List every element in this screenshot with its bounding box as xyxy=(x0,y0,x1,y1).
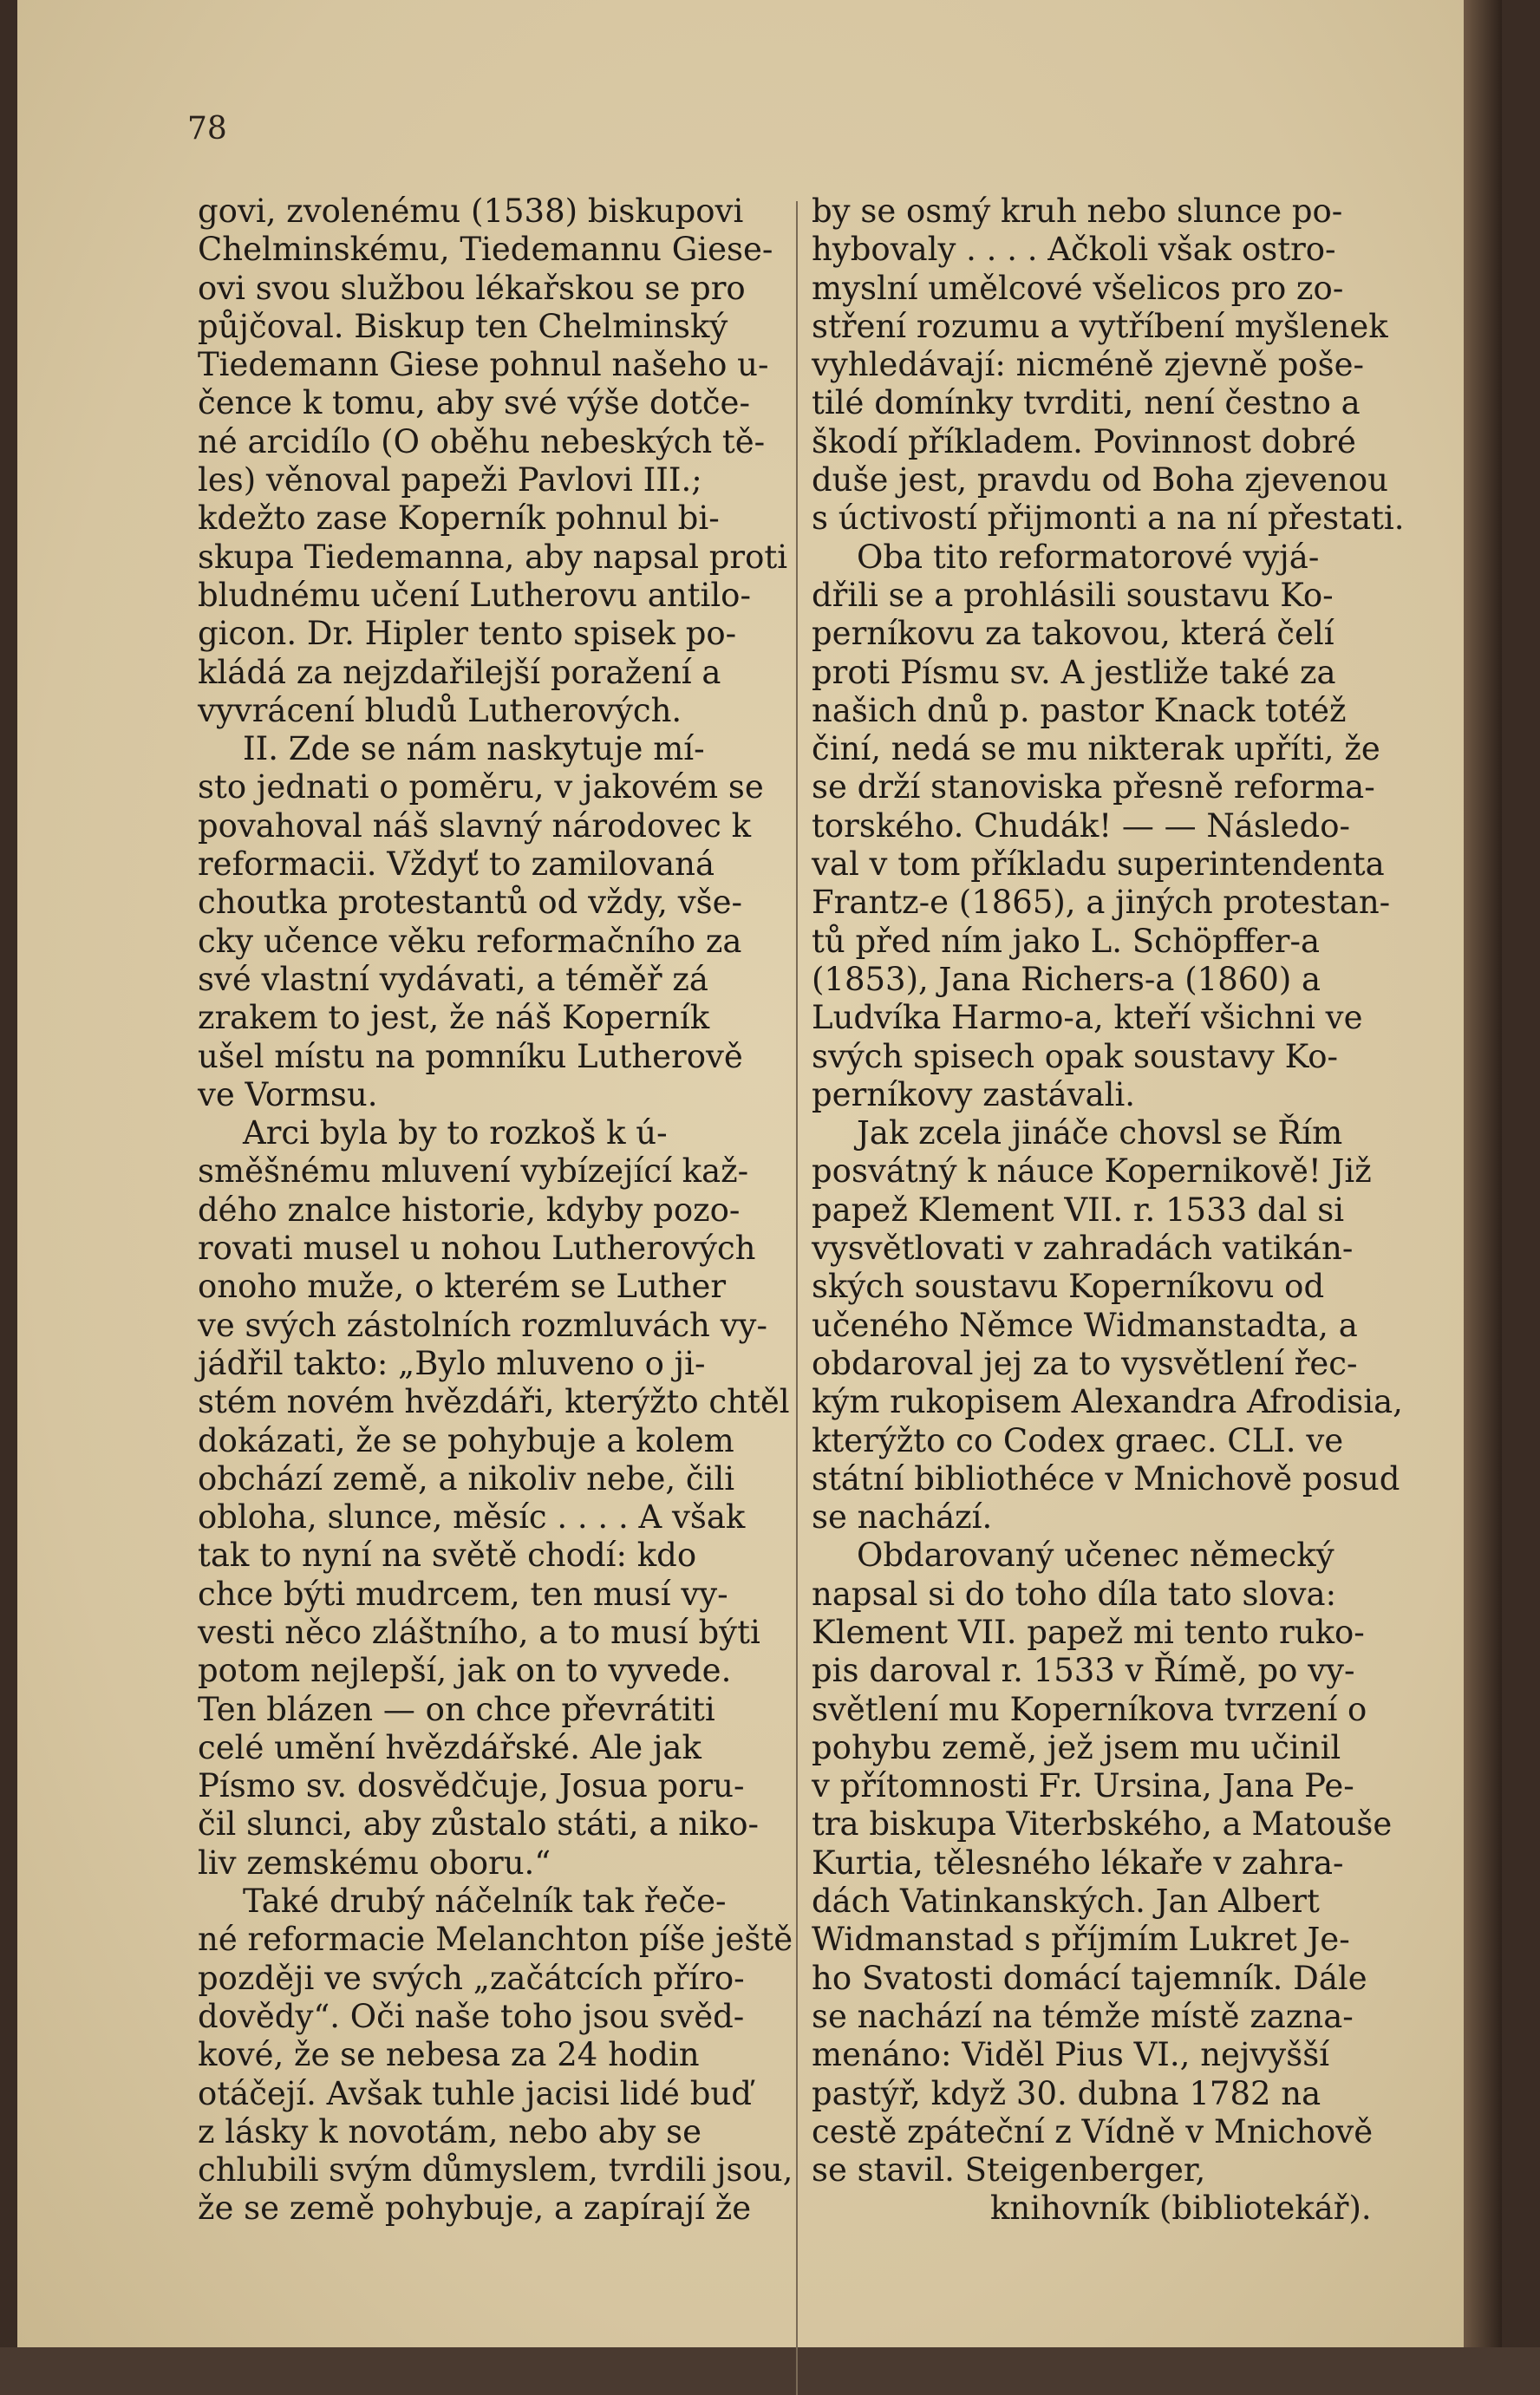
text-line: stření rozumu a vytříbení myšlenek xyxy=(812,307,1388,345)
text-line: půjčoval. Biskup ten Chelminský xyxy=(198,307,728,345)
left-text-column xyxy=(198,193,793,2229)
text-line: choutka protestantů od vždy, vše- xyxy=(198,884,742,922)
text-line: se nachází na témže místě zazna- xyxy=(812,1997,1354,2035)
text-line: obloha, slunce, měsíc . . . . A však xyxy=(198,1498,746,1537)
text-line: II. Zde se nám naskytuje mí- xyxy=(243,730,705,768)
text-line: kové, že se nebesa za 24 hodin xyxy=(198,2036,700,2074)
text-line: vesti něco zláštního, a to musí býti xyxy=(198,1613,760,1651)
text-line: menáno: Viděl Pius VI., nejvyšší xyxy=(812,2036,1330,2074)
text-line: Ludvíka Harmo-a, kteří všichni ve xyxy=(812,999,1363,1037)
text-line: s úctivostí přijmonti a na ní přestati. xyxy=(812,499,1405,538)
right-text-column xyxy=(812,193,1405,2229)
text-line: ských soustavu Koperníkovu od xyxy=(812,1268,1325,1306)
text-line: knihovník (bibliotekář). xyxy=(990,2189,1372,2228)
text-line: vysvětlovati v zahradách vatikán- xyxy=(812,1230,1354,1268)
text-line: Klement VII. papež mi tento ruko- xyxy=(812,1613,1365,1651)
text-line: liv zemskému oboru.“ xyxy=(198,1844,551,1882)
text-line: své vlastní vydávati, a téměř zá xyxy=(198,960,708,998)
text-line: Ten blázen — on chce převrátiti xyxy=(198,1690,715,1728)
text-line: obdaroval jej za to vysvětlení řec- xyxy=(812,1344,1358,1382)
text-line: později ve svých „začátcích přírо- xyxy=(198,1959,745,1997)
text-line: potom nejlepší, jak on to vyvede. xyxy=(198,1652,732,1690)
text-line: kdežto zase Koperník pohnul bi- xyxy=(198,499,720,538)
text-line: cestě zpáteční z Vídně v Mnichově xyxy=(812,2112,1374,2150)
text-line: Písmo sv. dosvědčuje, Josua poru- xyxy=(198,1767,745,1805)
text-line: napsal si do toho díla tato slova: xyxy=(812,1575,1337,1613)
text-line: Obdarovaný učenec německý xyxy=(857,1537,1334,1575)
text-line: jádřil takto: „Bylo mluveno o ji- xyxy=(198,1344,706,1382)
text-line: reformacii. Vždyť to zamilovaná xyxy=(198,845,715,884)
text-line: činí, nedá se mu nikterak upříti, že xyxy=(812,730,1380,768)
text-line: tů před ním jako L. Schöpffer-a xyxy=(812,922,1321,960)
text-line: státní bibliothéce v Mnichově posud xyxy=(812,1459,1400,1498)
text-line: ovi svou službou lékařskou se pro xyxy=(198,269,746,307)
text-line: myslní umělcové všelicos pro zo- xyxy=(812,269,1344,307)
text-line: les) věnoval papeži Pavlovi III.; xyxy=(198,461,702,499)
text-line: papež Klement VII. r. 1533 dal si xyxy=(812,1191,1345,1229)
text-line: proti Písmu sv. A jestliže také za xyxy=(812,653,1336,691)
text-line: dřili se a prohlásili soustavu Ko- xyxy=(812,576,1334,614)
text-line: né reformacie Melanchton píše ještě xyxy=(198,1921,793,1959)
text-line: by se osmý kruh nebo slunce po- xyxy=(812,193,1343,230)
text-line: val v tom příkladu superintendenta xyxy=(812,845,1385,884)
text-line: Chelminskému, Tiedemannu Giese- xyxy=(198,231,773,269)
text-line: zrakem to jest, že náš Koperník xyxy=(198,999,710,1037)
text-line: Také drubý náčelník tak řeče- xyxy=(243,1883,727,1921)
text-line: hybovaly . . . . Ačkoli však ostro- xyxy=(812,231,1336,269)
text-line: chlubili svým důmyslem, tvrdili jsou, xyxy=(198,2151,793,2189)
text-line: tilé domínky tvrditi, není čestno a xyxy=(812,384,1361,422)
text-line: govi, zvolenému (1538) biskupovi xyxy=(198,193,744,230)
text-line: pastýř, když 30. dubna 1782 na xyxy=(812,2074,1321,2112)
text-line: tak to nyní na světě chodí: kdo xyxy=(198,1537,697,1575)
text-line: Widmanstad s příjmím Lukret Je- xyxy=(812,1921,1350,1959)
book-page xyxy=(17,0,1502,2347)
text-line: celé umění hvězdářské. Ale jak xyxy=(198,1728,701,1766)
text-line: chce býti mudrcem, ten musí vy- xyxy=(198,1575,728,1613)
page-number: 78 xyxy=(187,111,227,147)
text-line: Jak zcela jináče chovsl se Řím xyxy=(857,1114,1343,1152)
text-line: se nachází. xyxy=(812,1498,993,1537)
text-line: kterýžto co Codex graec. CLI. ve xyxy=(812,1421,1344,1459)
column-divider xyxy=(796,201,798,2395)
text-line: učeného Němce Widmanstadta, a xyxy=(812,1306,1358,1344)
text-line: ve Vormsu. xyxy=(198,1075,378,1113)
text-line: kým rukopisem Alexandra Afrodisia, xyxy=(812,1383,1403,1421)
text-line: vyvrácení bludů Lutherových. xyxy=(198,691,682,729)
text-line: čil slunci, aby zůstalo státi, a niko- xyxy=(198,1805,760,1844)
text-line: Frantz-e (1865), a jiných protestan- xyxy=(812,884,1391,922)
text-line: čence k tomu, aby své výše dotče- xyxy=(198,384,750,422)
text-line: kládá za nejzdařilejší poražení a xyxy=(198,653,721,691)
text-line: stém novém hvězdáři, kterýžto chtěl xyxy=(198,1383,790,1421)
text-line: pohybu země, jež jsem mu učinil xyxy=(812,1728,1341,1766)
text-line: ho Svatosti domácí tajemník. Dále xyxy=(812,1959,1367,1997)
text-line: z lásky k novotám, nebo aby se xyxy=(198,2112,701,2150)
text-line: dého znalce historie, kdyby pozo- xyxy=(198,1191,741,1229)
text-line: se stavil. Steigenberger, xyxy=(812,2151,1206,2189)
text-line: Oba tito reformatorové vyjá- xyxy=(857,538,1320,576)
text-line: směšnému mluvení vybízející kaž- xyxy=(198,1152,749,1191)
book-binding-edge xyxy=(1464,0,1502,2347)
text-line: našich dnů p. pastor Knack totéž xyxy=(812,691,1347,729)
text-line: onoho muže, o kterém se Luther xyxy=(198,1268,727,1306)
text-line: ušel místu na pomníku Lutherově xyxy=(198,1037,743,1075)
text-line: bludnému učení Lutherovu antilo- xyxy=(198,576,751,614)
text-line: dokázati, že se pohybuje a kolem xyxy=(198,1421,734,1459)
text-line: povahoval náš slavný národovec k xyxy=(198,806,752,845)
text-line: sto jednati o poměru, v jakovém se xyxy=(198,768,764,806)
text-line: rovati musel u nohou Lutherových xyxy=(198,1230,756,1268)
text-line: škodí příkladem. Povinnost dobré xyxy=(812,422,1356,460)
text-line: cky učence věku reformačního za xyxy=(198,922,742,960)
text-line: Arci byla by to rozkoš k ú- xyxy=(243,1114,668,1152)
text-line: Kurtia, tělesného lékaře v zahra- xyxy=(812,1844,1344,1882)
text-line: posvátný k náuce Kopernikově! Již xyxy=(812,1152,1372,1191)
text-line: v přítomnosti Fr. Ursina, Jana Pe- xyxy=(812,1767,1354,1805)
text-line: perníkovy zastávali. xyxy=(812,1075,1136,1113)
text-line: otáčejí. Avšak tuhle jacisi lidé buď xyxy=(198,2074,752,2112)
text-line: gicon. Dr. Hipler tento spisek po- xyxy=(198,615,737,653)
text-line: svých spisech opak soustavy Ko- xyxy=(812,1037,1339,1075)
text-line: Tiedemann Giese pohnul našeho u- xyxy=(198,346,769,384)
text-line: tra biskupa Viterbského, a Matouše xyxy=(812,1805,1393,1844)
text-line: obchází země, a nikoliv nebe, čili xyxy=(198,1459,735,1498)
text-line: torského. Chudák! — — Následo- xyxy=(812,806,1351,845)
text-line: ve svých zástolních rozmluvách vy- xyxy=(198,1306,767,1344)
text-line: pis daroval r. 1533 v Římě, po vy- xyxy=(812,1652,1355,1690)
text-line: se drží stanoviska přesně reforma- xyxy=(812,768,1375,806)
text-line: že se země pohybuje, a zapírají že xyxy=(198,2189,752,2228)
text-line: dovědy“. Oči naše toho jsou svěd- xyxy=(198,1997,745,2035)
text-line: skupa Tiedemanna, aby napsal proti xyxy=(198,538,788,576)
text-line: duše jest, pravdu od Boha zjevenou xyxy=(812,461,1388,499)
text-line: vyhledávají: nicméně zjevně pošе- xyxy=(812,346,1365,384)
text-line: dách Vatinkanských. Jan Albert xyxy=(812,1883,1320,1921)
text-line: perníkovu za takovou, která čelí xyxy=(812,615,1334,653)
text-line: světlení mu Koperníkova tvrzení o xyxy=(812,1690,1367,1728)
text-line: né arcidílo (O oběhu nebeských tě- xyxy=(198,422,766,460)
text-line: (1853), Jana Richers-a (1860) a xyxy=(812,960,1321,998)
